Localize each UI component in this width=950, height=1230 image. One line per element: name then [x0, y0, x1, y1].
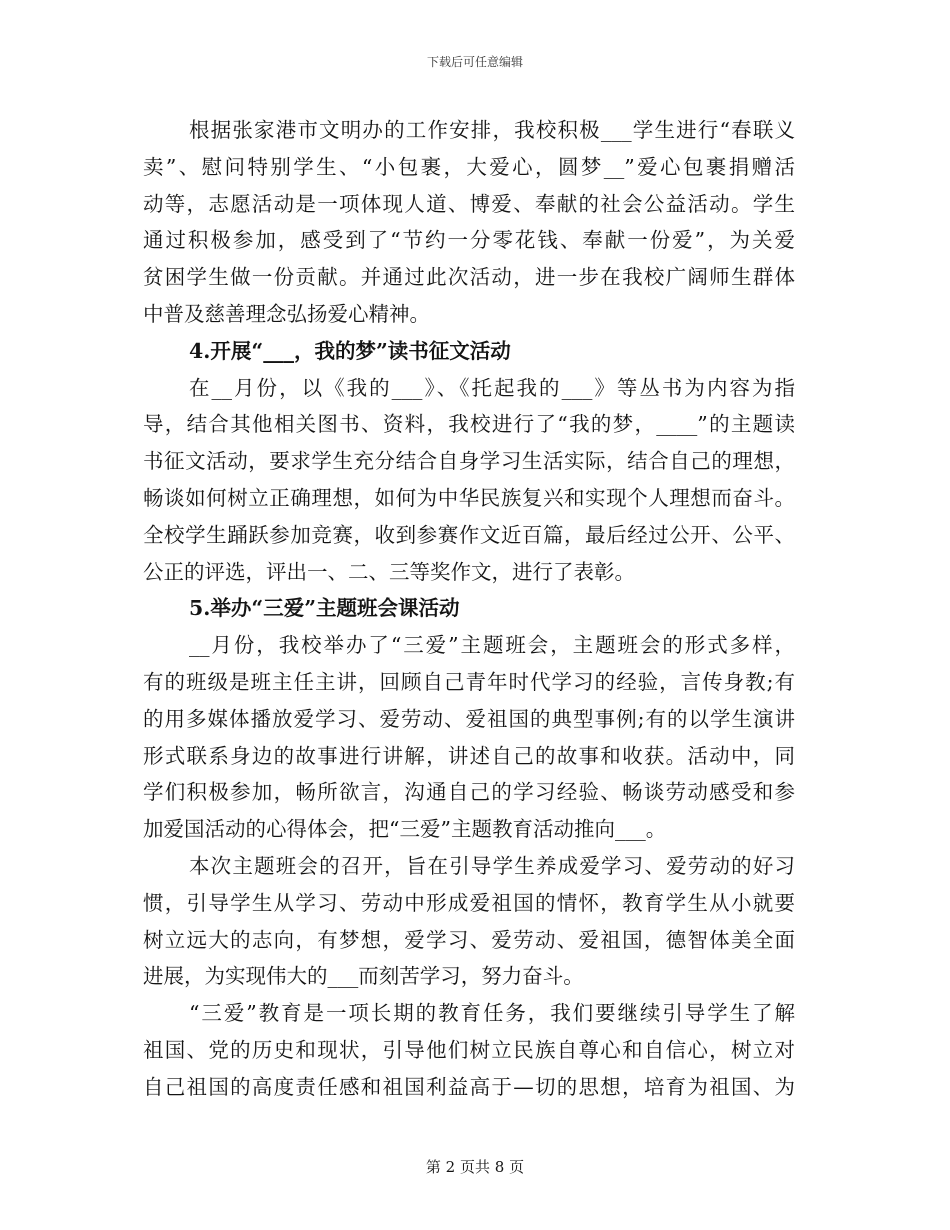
section-5-paragraph-3: [143, 995, 795, 1105]
paragraph-line: 中普及慈善理念弘扬爱心精神。: [143, 301, 430, 326]
paragraph-line: 本次主题班会的召开，旨在引导学生养成爱学习、爱劳动的好习: [189, 853, 795, 878]
paragraph-line: 进展，为实现伟大的___而刻苦学习，努力奋斗。: [143, 964, 584, 989]
paragraph-line: 学们积极参加，畅所欲言，沟通自己的学习经验、畅谈劳动感受和参: [143, 780, 795, 805]
document-body: [143, 112, 795, 1106]
section-4: [143, 333, 795, 591]
paragraph-line: “三爱”教育是一项长期的教育任务，我们要继续引导学生了解: [189, 1001, 795, 1026]
section-4-paragraph: [143, 370, 795, 591]
intro-paragraph: [143, 112, 795, 333]
paragraph-line: 公正的评选，评出一、二、三等奖作文，进行了表彰。: [143, 559, 635, 584]
paragraph-line: 加爱国活动的心得体会，把“三爱”主题教育活动推向___。: [143, 817, 667, 842]
paragraph-line: 导，结合其他相关图书、资料，我校进行了“我的梦，____”的主题读: [143, 412, 795, 437]
paragraph-line: 书征文活动，要求学生充分结合自身学习生活实际，结合自己的理想，: [143, 449, 795, 474]
page-footer: 第 2 页共 8 页: [425, 1158, 525, 1176]
paragraph-line: 惯，引导学生从学习、劳动中形成爱祖国的情怀，教育学生从小就要: [143, 890, 795, 915]
section-heading: 4.开展“___，我的梦”读书征文活动: [189, 338, 511, 363]
paragraph-line: 有的班级是班主任主讲，回顾自己青年时代学习的经验，言传身教;有: [143, 669, 795, 694]
paragraph-line: 根据张家港市文明办的工作安排，我校积极___学生进行“春联义: [189, 118, 795, 142]
paragraph-line: 动等，志愿活动是一项体现人道、博爱、奉献的社会公益活动。学生: [143, 191, 795, 216]
paragraph-line: 形式联系身边的故事进行讲解，讲述自己的故事和收获。活动中，同: [143, 743, 795, 768]
section-5-paragraph-1: [143, 627, 795, 848]
document-header: 下载后可任意编辑: [426, 55, 523, 69]
paragraph-line: 畅谈如何树立正确理想，如何为中华民族复兴和实现个人理想而奋斗。: [143, 485, 795, 510]
paragraph-line: 全校学生踊跃参加竞赛，收到参赛作文近百篇，最后经过公开、公平、: [143, 522, 795, 547]
paragraph-line: 祖国、党的历史和现状，引导他们树立民族自尊心和自信心，树立对: [143, 1037, 795, 1062]
paragraph-line: 卖”、慰问特别学生、“小包裹，大爱心，圆梦__”爱心包裹捐赠活: [143, 154, 795, 179]
section-5-paragraph-2: [143, 848, 795, 995]
paragraph-line: 的用多媒体播放爱学习、爱劳动、爱祖国的典型事例;有的以学生演讲: [143, 706, 795, 731]
paragraph-line: 通过积极参加，感受到了“节约一分零花钱、奉献一份爱”，为关爱: [143, 228, 795, 253]
paragraph-line: 树立远大的志向，有梦想，爱学习、爱劳动、爱祖国，德智体美全面: [143, 927, 795, 952]
paragraph-line: 在__月份，以《我的___》、《托起我的___》等丛书为内容为指: [189, 375, 795, 400]
paragraph-line: __月份，我校举办了“三爱”主题班会，主题班会的形式多样，: [189, 633, 795, 658]
section-5: [143, 590, 795, 1105]
paragraph-line: 贫困学生做一份贡献。并通过此次活动，进一步在我校广阔师生群体: [143, 265, 795, 290]
section-heading: 5.举办“三爱”主题班会课活动: [189, 596, 460, 621]
paragraph-line: 自己祖国的高度责任感和祖国利益高于—切的思想，培育为祖国、为: [143, 1074, 795, 1099]
